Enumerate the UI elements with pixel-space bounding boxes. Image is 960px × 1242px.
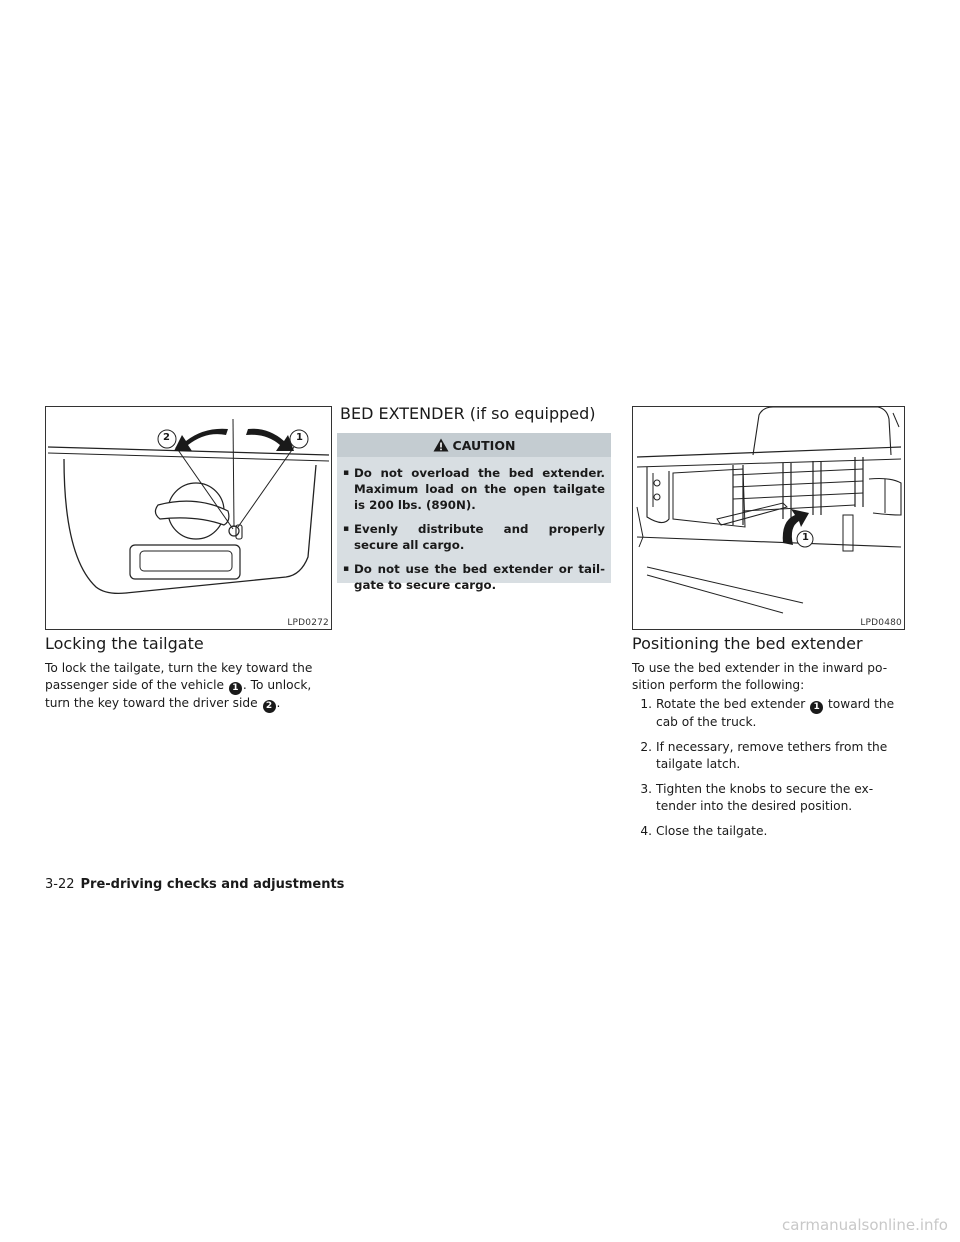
- callout-1-label: 1: [296, 432, 303, 443]
- figure-code: LPD0272: [287, 618, 329, 628]
- locking-text-2: . To unlock, turn the key toward the driver side: [45, 678, 312, 710]
- bed-extender-heading: BED EXTENDER (if so equipped): [340, 404, 596, 423]
- caution-item: ▪ Do not use the bed extender or tail-gate to secure cargo.: [343, 561, 605, 593]
- caution-header: [337, 433, 611, 457]
- step-number: 3.: [640, 782, 652, 796]
- step-item: [632, 823, 906, 840]
- page-number: 3-22: [45, 877, 75, 892]
- watermark: carmanualsonline.info: [782, 1216, 948, 1234]
- step-text: If necessary, remove tethers from the tailgate latch.: [656, 740, 888, 771]
- page-footer: [45, 877, 344, 892]
- callout-1-marker: 1: [229, 682, 242, 695]
- step-number: 4.: [640, 824, 652, 838]
- tailgate-lock-figure: [45, 406, 332, 630]
- locking-paragraph: [45, 660, 320, 713]
- locking-heading: Locking the tailgate: [45, 634, 204, 653]
- caution-list: [337, 457, 611, 593]
- locking-text-3: .: [276, 696, 281, 710]
- callout-2-marker: 2: [263, 700, 276, 713]
- step-text-post: toward the cab of the truck.: [656, 697, 895, 729]
- caution-item: ▪ Evenly distribute and properly secure all cargo.: [343, 521, 605, 553]
- callout-1-marker: 1: [810, 701, 823, 714]
- step-item: [632, 739, 906, 773]
- step-number: 2.: [640, 740, 652, 754]
- callout-1-label: 1: [802, 532, 809, 543]
- caution-box: [337, 433, 611, 592]
- positioning-intro: To use the bed extender in the inward po-sition perform the following:: [632, 661, 888, 692]
- positioning-heading: Positioning the bed extender: [632, 634, 863, 653]
- step-text: Close the tailgate.: [656, 824, 768, 838]
- step-item: [632, 696, 906, 731]
- steps-list: [632, 696, 906, 848]
- step-item: [632, 781, 906, 815]
- caution-title: CAUTION: [452, 437, 516, 453]
- bed-extender-figure: [632, 406, 905, 630]
- locking-text-1: To lock the tailgate, turn the key toward the passenger side of the vehicle: [45, 661, 313, 692]
- tailgate-illustration: [46, 407, 331, 629]
- step-text: Tighten the knobs to secure the ex-tender into the desired position.: [656, 782, 874, 813]
- figure-code: LPD0480: [860, 618, 902, 628]
- step-number: 1.: [640, 697, 652, 711]
- warning-triangle-icon: [433, 438, 449, 452]
- callout-2-label: 2: [163, 432, 170, 443]
- bed-extender-illustration: [633, 407, 904, 629]
- section-title: Pre-driving checks and adjustments: [80, 877, 345, 892]
- step-text: Rotate the bed extender: [656, 697, 810, 711]
- caution-item: ▪ Do not overload the bed extender. Maximum load on the open tailgate is 200 lbs. (890N).: [343, 465, 605, 513]
